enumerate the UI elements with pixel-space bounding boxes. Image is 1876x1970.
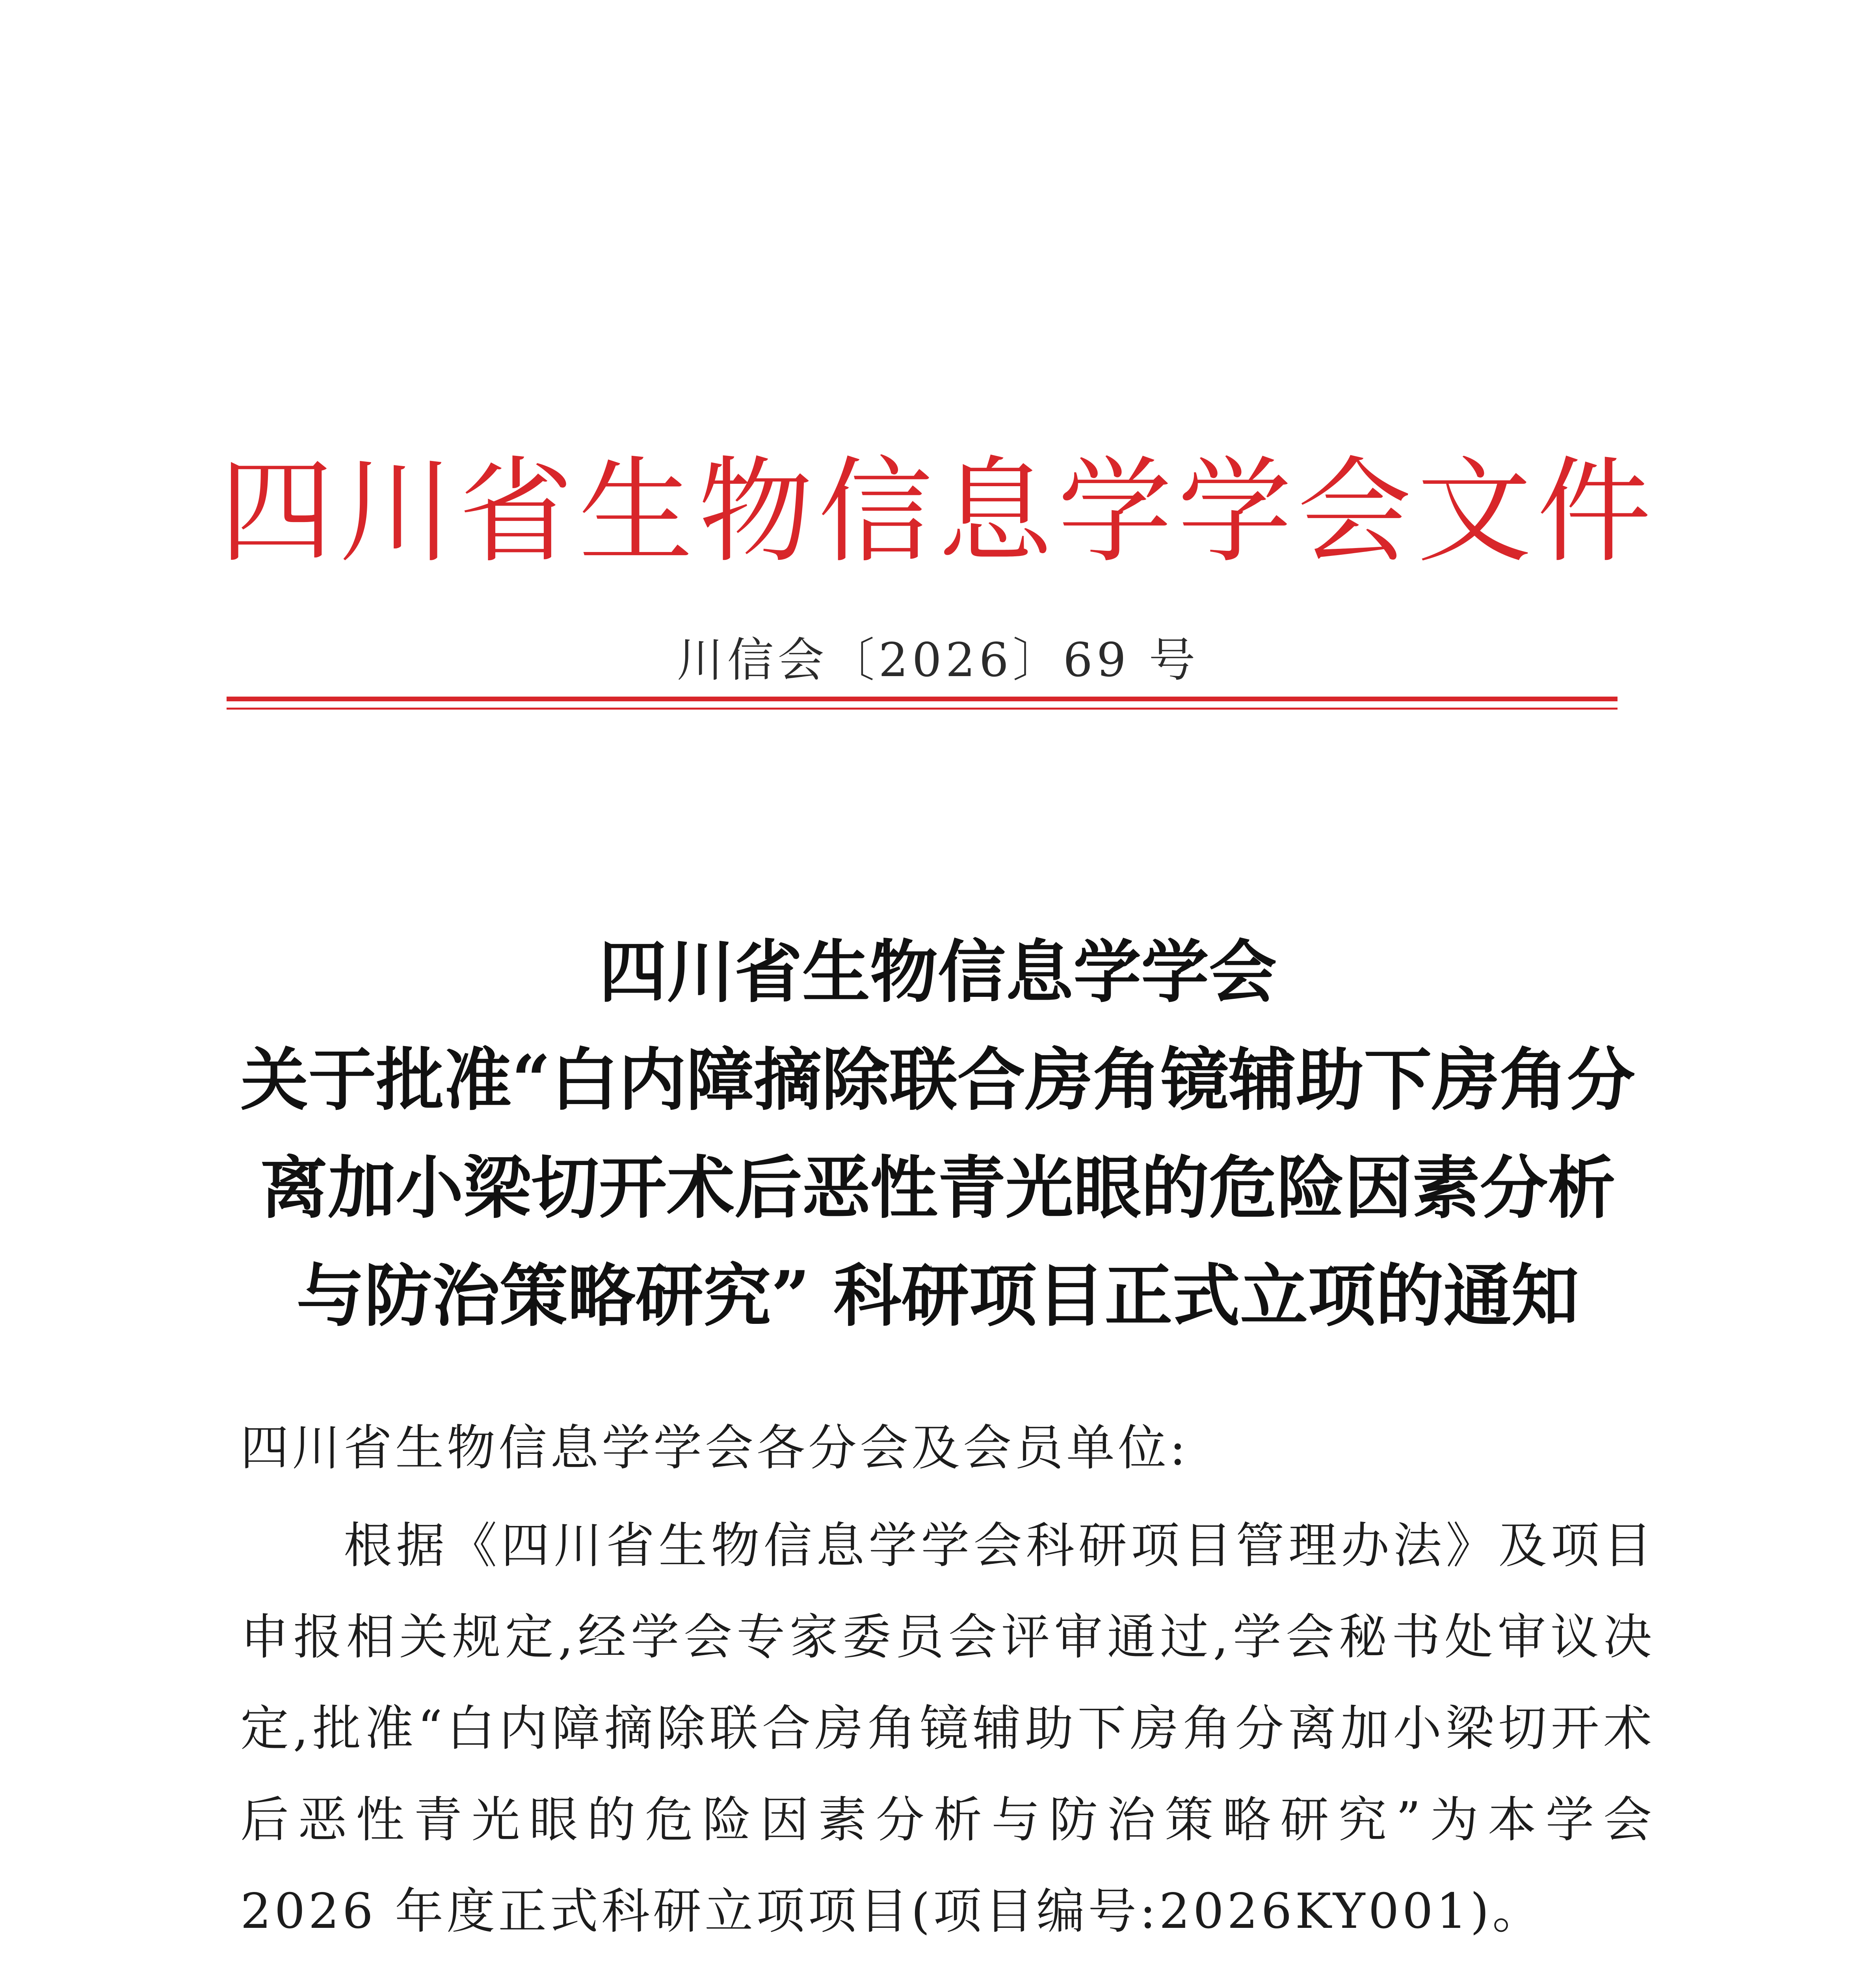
body-paragraph: [240, 1964, 1655, 1970]
notice-title-line: 四川省生物信息学学会: [599, 932, 1277, 1012]
notice-title: [221, 918, 1655, 1350]
body-paragraph: 根据《四川省生物信息学学会科研项目管理办法》及项目申报相关规定,经学会专家委员会评审通过,学会秘书处审议决定,批准“白内障摘除联合房角镜辅助下房角分离加小梁切开术后恶性青光眼的危险因素分析与防治策略研究”为本学会 2026 年度正式科研立项项目(项目编号:2026KY001)。: [240, 1518, 1655, 1940]
notice-title-line: 关于批准“白内障摘除联合房角镜辅助下房角分: [240, 1040, 1635, 1120]
header-rule-thick: [227, 697, 1618, 701]
notice-title-line: 离加小梁切开术后恶性青光眼的危险因素分析: [260, 1148, 1616, 1228]
notice-title-line: 与防治策略研究” 科研项目正式立项的通知: [296, 1256, 1579, 1336]
notice-body: [240, 1403, 1655, 1970]
document-number: 川信会〔2026〕69 号: [677, 633, 1199, 687]
header-rule-thin: [227, 708, 1618, 710]
salutation: 四川省生物信息学学会各分会及会员单位:: [240, 1420, 1189, 1476]
document-header-title: 四川省生物信息学学会文件: [219, 446, 1657, 578]
